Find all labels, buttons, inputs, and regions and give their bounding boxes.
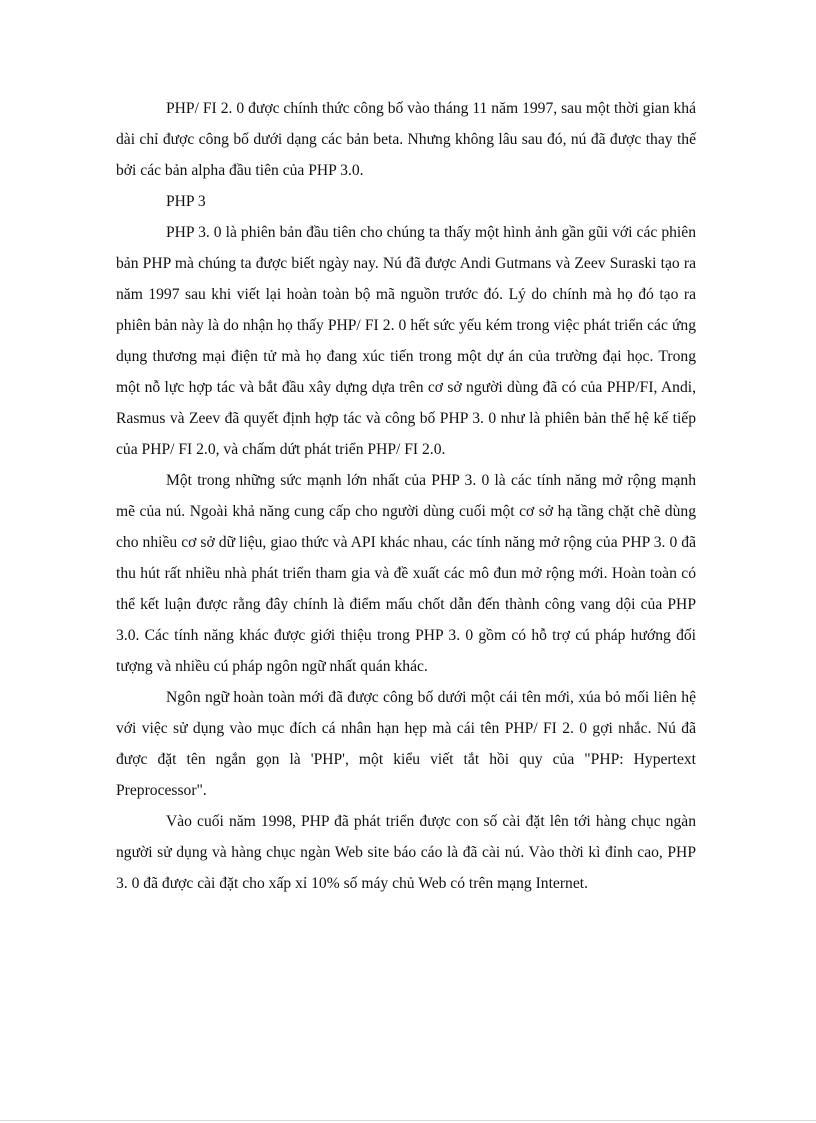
paragraph-php-name: Ngôn ngữ hoàn toàn mới đã được công bố dưới một cái tên mới, xúa bỏ mối liên hệ với việc sử dụng vào mục đích cá nhân hạn hẹp mà cái tên PHP/ FI 2. 0 gợi nhắc. Nú đã được đặt tên ngắn gọn là 'PHP', một kiểu viết tắt hồi quy của "PHP: Hypertext Preprocessor". — [116, 689, 696, 799]
paragraph-php-fi-release: PHP/ FI 2. 0 được chính thức công bố vào tháng 11 năm 1997, sau một thời gian khá dài chỉ được công bố dưới dạng các bản beta. Nhưng không lâu sau đó, nú đã được thay thế bởi các bản alpha đầu tiên của PHP 3.0. — [116, 100, 696, 179]
paragraph-php-adoption: Vào cuối năm 1998, PHP đã phát triển được con số cài đặt lên tới hàng chục ngàn người sử dụng và hàng chục ngàn Web site báo cáo là đã cài nú. Vào thời kì đỉnh cao, PHP 3. 0 đã được cài đặt cho xấp xỉ 10% số máy chủ Web có trên mạng Internet. — [116, 813, 696, 892]
section-heading-php3: PHP 3 — [166, 193, 206, 210]
page-bottom-divider — [0, 1120, 816, 1121]
paragraph-php3-extensions: Một trong những sức mạnh lớn nhất của PHP 3. 0 là các tính năng mở rộng mạnh mẽ của nú. Ngoài khả năng cung cấp cho người dùng cuối một cơ sở hạ tầng chặt chẽ dùng cho nhiều cơ sở dữ liệu, giao thức và API khác nhau, các tính năng mở rộng của PHP 3. 0 đã thu hút rất nhiều nhà phát triển tham gia và đề xuất các mô đun mở rộng mới. Hoàn toàn có thể kết luận được rằng đây chính là điểm mấu chốt dẫn đến thành công vang dội của PHP 3.0. Các tính năng khác được giới thiệu trong PHP 3. 0 gồm có hỗ trợ cú pháp hướng đối tượng và nhiều cú pháp ngôn ngữ nhất quán khác. — [116, 472, 696, 675]
document-body — [116, 93, 696, 899]
paragraph-php3-intro: PHP 3. 0 là phiên bản đầu tiên cho chúng ta thấy một hình ảnh gần gũi với các phiên bản PHP mà chúng ta được biết ngày nay. Nú đã được Andi Gutmans và Zeev Suraski tạo ra năm 1997 sau khi viết lại hoàn toàn bộ mã nguồn trước đó. Lý do chính mà họ đó tạo ra phiên bản này là do nhận họ thấy PHP/ FI 2. 0 hết sức yếu kém trong việc phát triển các ứng dụng thương mại điện tử mà họ đang xúc tiến trong một dự án của trường đại học. Trong một nỗ lực hợp tác và bắt đầu xây dựng dựa trên cơ sở người dùng đã có của PHP/FI, Andi, Rasmus và Zeev đã quyết định hợp tác và công bố PHP 3. 0 như là phiên bản thế hệ kế tiếp của PHP/ FI 2.0, và chấm dứt phát triển PHP/ FI 2.0. — [116, 224, 696, 458]
